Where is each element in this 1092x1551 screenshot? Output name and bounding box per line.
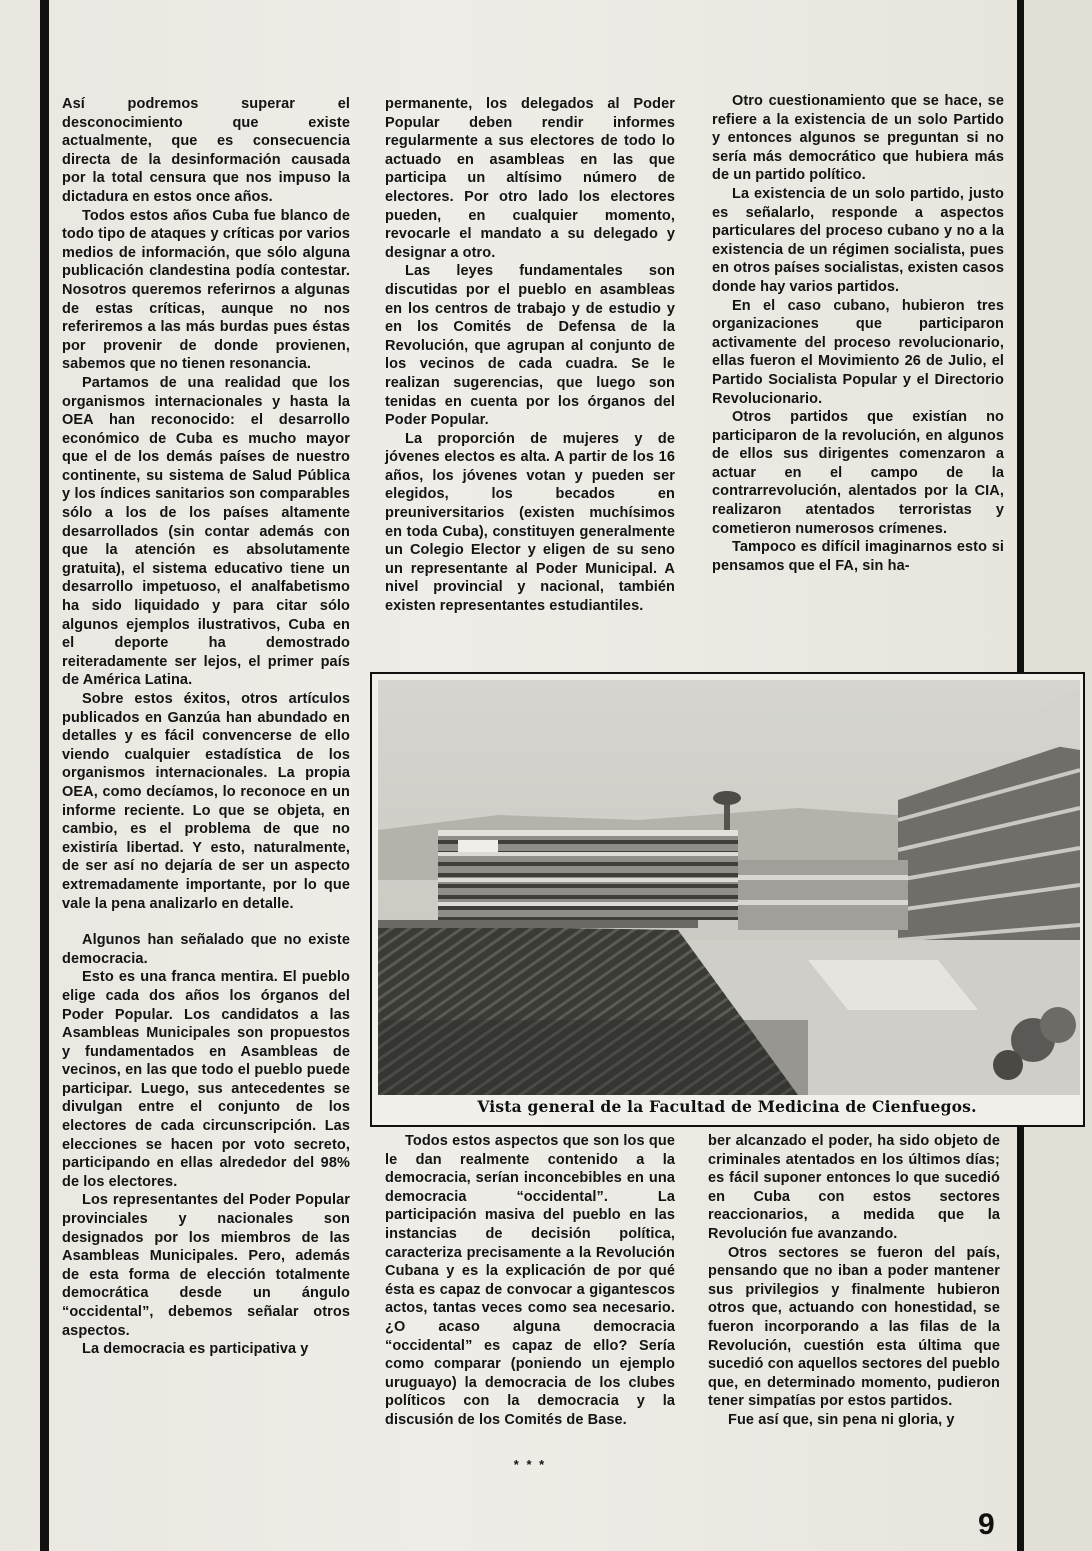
paragraph: La existencia de un solo partido, justo es señalarlo, responde a aspectos particulares del proceso cubano y no a la existencia de un régimen socialista, pues en otros países socialistas, existen casos donde hay varios partidos. (712, 185, 1004, 295)
paragraph: Los representantes del Poder Popular provinciales y nacionales son designados por los miembros de las Asambleas Municipales. Pero, además de esta forma de elección totalmente democrática desde un ángulo “occidental”, debemos señalar otros aspectos. (62, 1192, 350, 1339)
paragraph: ber alcanzado el poder, ha sido objeto de criminales atentados en los últimos días; es fácil suponer entonces lo que sucedió en Cuba con estos sectores reaccionarios, a medida que la Revolución fue avanzando. (708, 1133, 1000, 1242)
column-1 (62, 95, 350, 1359)
section-end-mark: * * * (513, 1457, 547, 1472)
paragraph: En el caso cubano, hubieron tres organizaciones que participaron activamente del proceso revolucionario, ellas fueron el Movimiento 26 de Julio, el Partido Socialista Popular y el Directorio Revolucionario. (712, 297, 1004, 407)
paragraph: Así podremos superar el desconocimiento que existe actualmente, que es consecuencia directa de la desinformación causada por la total censura que nos impuso la dictadura en estos once años. (62, 96, 350, 205)
column-2-bottom (385, 1132, 675, 1430)
paragraph: Partamos de una realidad que los organismos internacionales y hasta la OEA han reconocido: el desarrollo económico de Cuba es mucho mayor que el de los demás países de nuestro continente, su sistema de Salud Pública y los índices sanitarios son comparables sólo a los de los países altamente desarrollados (sin contar además con que la atención es absolutamente gratuita), el sistema educativo tiene un desarrollo impetuoso, el analfabetismo ha sido liquidado y para citar sólo algunos ejemplos ilustrativos, Cuba en el deporte ha demostrado reiteradamente ser lejos, el primer país de América Latina. (62, 374, 350, 689)
column-3-top (712, 92, 1004, 575)
left-border-rule (40, 0, 49, 1551)
paragraph: Otros partidos que existían no participaron de la revolución, en algunos de ellos sus dirigentes comenzaron a actuar en el campo de la contrarrevolución, alentados por la CIA, realizaron atentados terroristas y cometieron numerosos crímenes. (712, 409, 1004, 537)
paragraph: La proporción de mujeres y de jóvenes electos es alta. A partir de los 16 años, los jóvenes votan y pueden ser elegidos, los becados en preuniversitarios (existen muchísimos en toda Cuba), constituyen generalmente un Colegio Elector y eligen de su seno un representante al Poder Municipal. A nivel provincial y nacional, también existen representantes estudiantiles. (385, 430, 675, 615)
paragraph: Las leyes fundamentales son discutidas por el pueblo en asambleas en los centros de trabajo y de estudio y en los Comités de Defensa de la Revolución, que agrupan al conjunto de los vecinos de cada cuadra. Se le realizan sugerencias, que luego son tenidas en cuenta por los órganos del Poder Popular. (385, 263, 675, 429)
paragraph: Todos estos aspectos que son los que le dan realmente contenido a la democracia, serían inconcebibles en una democracia “occidental”. La participación masiva del pueblo en las instancias de decisión política, caracteriza precisamente a la Revolución Cubana y es la explicación de por qué ésta es capaz de convocar a gigantescos actos, tantas veces como sea necesario. ¿O acaso alguna democracia “occidental” es capaz de ello? Sería como comparar (poniendo un ejemplo uruguayo) la democracia de los clubes políticos con la democracia y la discusión de los Comités de Base. (385, 1133, 675, 1428)
paragraph: Algunos han señalado que no existe democracia. (62, 932, 350, 967)
paragraph: Sobre estos éxitos, otros artículos publicados en Ganzúa han abundado en detalles y es fácil convencerse de ello viendo cualquier estadística de los organismos internacionales. La propia OEA, como decíamos, lo reconoce en un informe reciente. Lo que se objeta, en cambio, es el problema de que no existiría libertad. Y esto, naturalmente, de ser así no dejaría de ser un aspecto extremadamente importante, por lo que vale la pena analizarlo en detalle. (62, 691, 350, 912)
column-3-bottom (708, 1132, 1000, 1430)
paragraph: Fue así que, sin pena ni gloria, y (728, 1411, 955, 1428)
paragraph: Otro cuestionamiento que se hace, se refiere a la existencia de un solo Partido y entonces algunos se preguntan si no sería más democrático que hubiera más de un partido político. (712, 93, 1004, 184)
paragraph: La democracia es participativa y (82, 1341, 309, 1358)
paragraph: Tampoco es difícil imaginarnos esto si pensamos que el FA, sin ha- (712, 539, 1004, 574)
paragraph: Todos estos años Cuba fue blanco de todo tipo de ataques y críticas por varios medios de información, que sólo alguna publicación clandestina podía contestar. Nosotros queremos referirnos a algunas de estas críticas, aunque no nos referiremos a las más burdas pues éstas por provenir de donde provienen, sabemos que no tienen resonancia. (62, 207, 350, 373)
paragraph: permanente, los delegados al Poder Popular deben rendir informes regularmente a sus electores de todo lo actuado en asambleas en las que participa un altísimo número de electores. Por otro lado los electores pueden, en cualquier momento, revocarle el mandato a su delegado y designar a otro. (385, 96, 675, 261)
faculty-building-photo (378, 680, 1080, 1095)
column-2-top (385, 95, 675, 616)
photo-caption: Vista general de la Facultad de Medicina de Cienfuegos. (477, 1097, 977, 1116)
paragraph: Esto es una franca mentira. El pueblo elige cada dos años los órganos del Poder Popular. Los candidatos a las Asambleas Municipales son propuestos y fundamentados en Asambleas de vecinos, en las que todo el pueblo puede participar. Luego, sus antecedentes se divulgan entre el conjunto de los electores de cada circunscripción. Las elecciones se hacen por voto secreto, participando en ellas alrededor del 98% de los electores. (62, 969, 350, 1190)
paragraph: Otros sectores se fueron del país, pensando que no iban a poder mantener sus privilegios y finalmente hubieron otros que, actuando con honestidad, se fueron incorporando a las filas de la Revolución, cuestión esta última que sucedió con aquellos sectores del pueblo que, en determinado momento, pudieron tener simpatías por estos partidos. (708, 1244, 1000, 1410)
page-number: 9 (978, 1508, 995, 1541)
